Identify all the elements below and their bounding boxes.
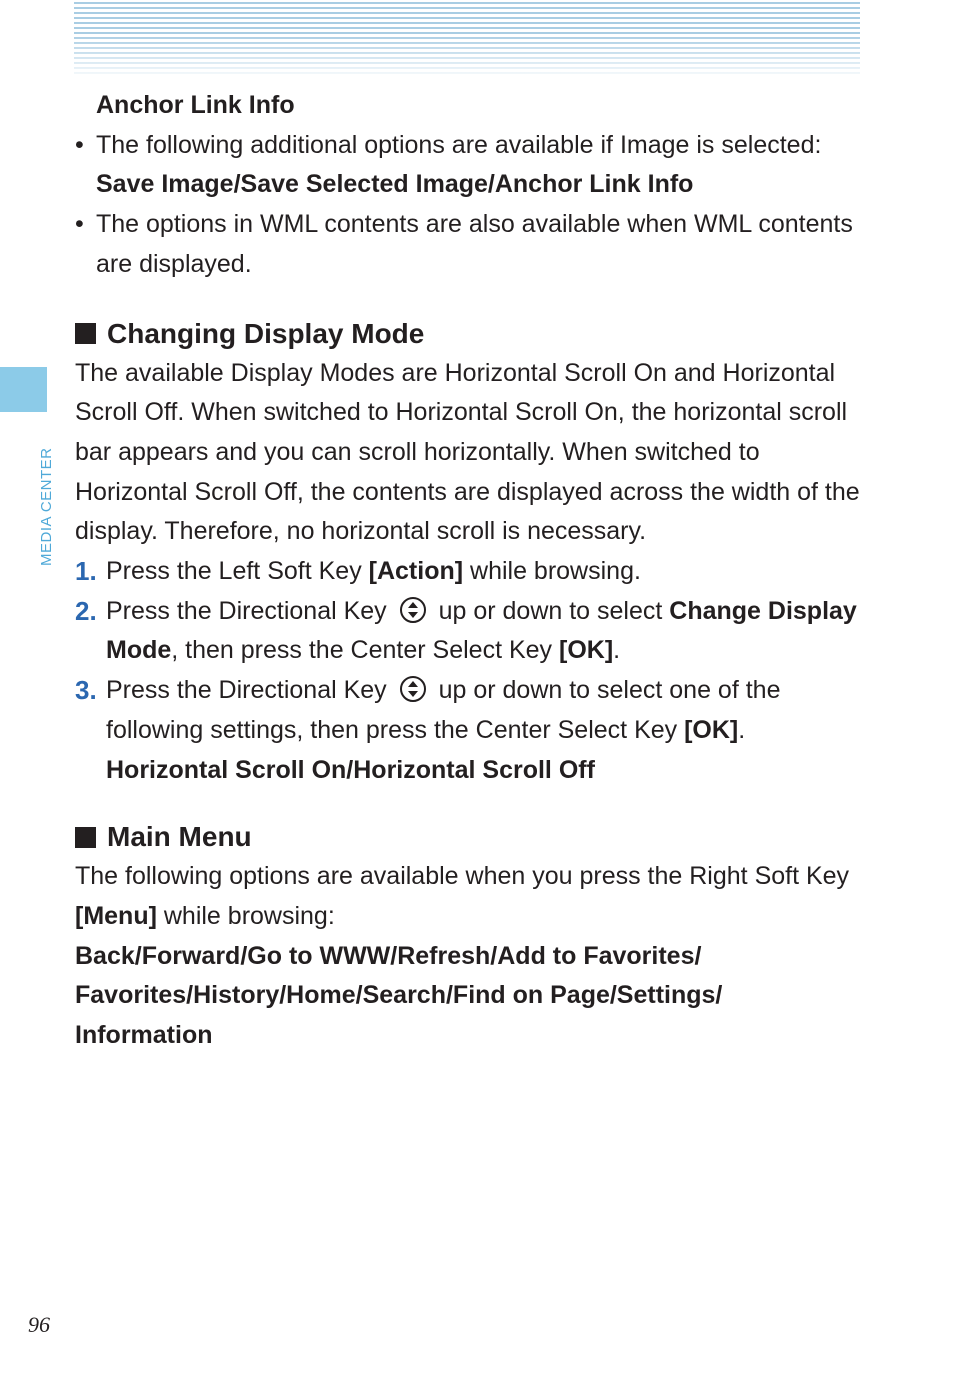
step-text: , then press the Center Select Key xyxy=(171,636,559,665)
main-menu-options-line-2: Favorites/History/Home/Search/Find on Page/Settings/ xyxy=(75,981,723,1010)
main-menu-options-line-1: Back/Forward/Go to WWW/Refresh/Add to Favorites/ xyxy=(75,941,702,970)
step-2 xyxy=(75,592,865,671)
bullet-image-options xyxy=(75,126,865,166)
bullet-text: The following additional options are available if Image is selected: xyxy=(96,130,822,159)
page-number: 96 xyxy=(28,1312,50,1337)
bullet-dot: • xyxy=(75,130,84,159)
step-number: 1. xyxy=(75,556,97,587)
section-heading-main-menu xyxy=(75,817,865,857)
section-tab-marker xyxy=(0,367,47,412)
image-options-list: Save Image/Save Selected Image/Anchor Link Info xyxy=(96,170,694,199)
header-stripe-band xyxy=(74,2,860,74)
step-text: . xyxy=(613,636,621,665)
step-1 xyxy=(75,552,865,592)
step-text: up or down to select one of the following settings, then press the Center Select Key xyxy=(106,676,781,744)
section-side-label: MEDIA CENTER xyxy=(38,447,55,566)
anchor-link-info: Anchor Link Info xyxy=(96,91,295,119)
step-text: Press the Directional Key xyxy=(106,596,387,625)
step-text: while browsing. xyxy=(463,557,641,586)
step-text: Press the Left Soft Key xyxy=(106,557,369,586)
step-text: . xyxy=(738,715,746,744)
square-bullet-icon xyxy=(75,827,96,848)
step-key-ok: [OK] xyxy=(684,715,739,744)
heading-text: Changing Display Mode xyxy=(107,317,425,349)
step-3 xyxy=(75,671,865,750)
display-mode-body: The available Display Modes are Horizontal Scroll On and Horizontal Scroll Off. When switched to Horizontal Scroll On, the horizontal scroll bar appears and you can scroll horizontally. When switched to Horizontal Scroll Off, the contents are displayed across the width of the display. Therefore, no horizontal scroll is necessary. xyxy=(75,358,860,546)
section-heading-display-mode xyxy=(75,314,865,354)
display-mode-options: Horizontal Scroll On/Horizontal Scroll Off xyxy=(106,755,595,784)
heading-text: Main Menu xyxy=(107,821,252,853)
step-option-change-display-mode: Change Display Mode xyxy=(106,596,857,665)
step-text: Press the Directional Key xyxy=(106,676,387,705)
bullet-dot: • xyxy=(75,210,84,239)
step-number: 3. xyxy=(75,675,97,706)
directional-key-icon xyxy=(400,676,426,702)
directional-key-icon xyxy=(400,597,426,623)
main-menu-options-line-3: Information xyxy=(75,1021,213,1050)
menu-key-label: [Menu] xyxy=(75,901,157,930)
step-key-action: [Action] xyxy=(368,557,464,586)
bullet-text: The options in WML contents are also available when WML contents are displayed. xyxy=(96,210,853,278)
page-content xyxy=(75,86,865,1056)
body-text: while browsing: xyxy=(156,901,335,930)
step-number: 2. xyxy=(75,595,97,626)
step-text: up or down to select xyxy=(431,596,670,625)
body-text: The following options are available when you press the Right Soft Key xyxy=(75,862,850,891)
main-menu-body xyxy=(75,857,865,936)
square-bullet-icon xyxy=(75,323,96,344)
step-key-ok: [OK] xyxy=(559,636,614,665)
bullet-wml-options xyxy=(75,205,865,284)
